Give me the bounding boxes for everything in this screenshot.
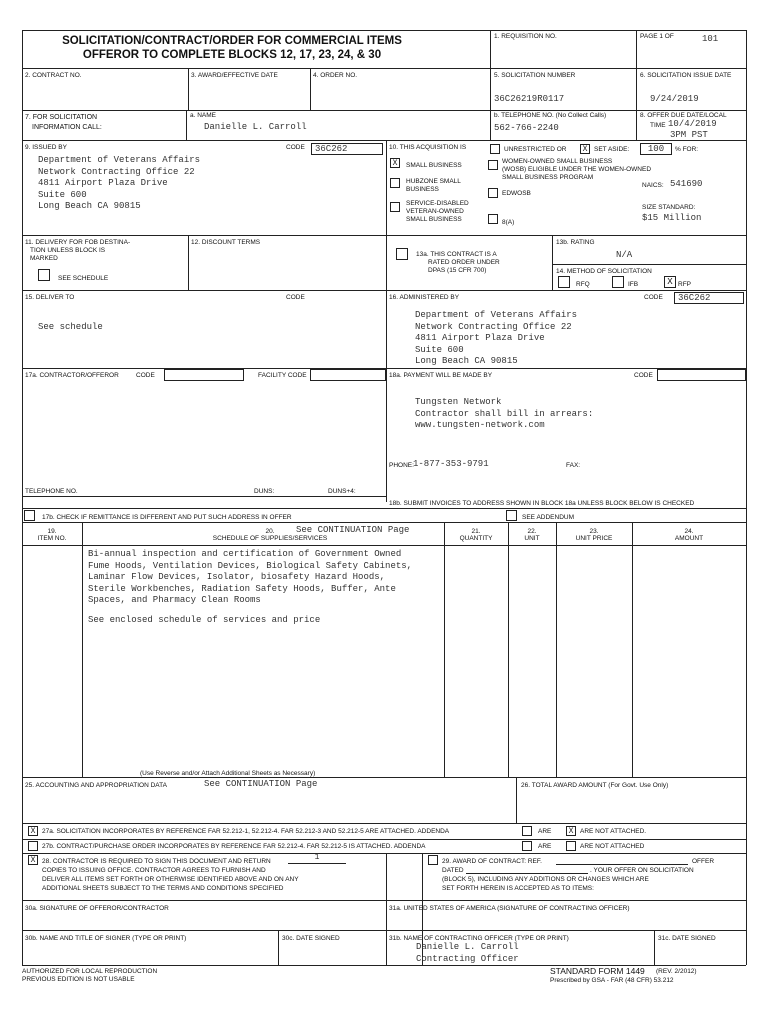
8a-label: 8(A)	[502, 219, 515, 226]
b28-line4: ADDITIONAL SHEETS SUBJECT TO THE TERMS AND CONDITIONS SPECIFIED	[42, 885, 284, 892]
b3-label: 3. AWARD/EFFECTIVE DATE	[191, 72, 278, 79]
b16-label: 16. ADMINISTERED BY	[389, 294, 460, 301]
b17a-code-label: CODE	[136, 372, 155, 379]
b16-code-label: CODE	[644, 294, 663, 301]
rfq-label: RFQ	[576, 281, 590, 288]
wosb-checkbox[interactable]	[488, 160, 498, 170]
b6-label: 6. SOLICITATION ISSUE DATE	[640, 72, 732, 79]
b31c-label: 31c. DATE SIGNED	[658, 935, 716, 942]
b27a-checkbox[interactable]: X	[28, 826, 38, 836]
edwosb-label: EDWOSB	[502, 190, 531, 197]
schedule-description: Bi-annual inspection and certification of Government Owned Fume Hoods, Ventilation Devices, Biological Safety Cabinets, Laminar Flow Devices, Isolator, biosafety Hazard Hoods, Sterile Workbenches, Radiation Safety Hoods, Buffer, Ante Spaces, and Pharmacy Clean Rooms	[88, 549, 413, 605]
hubzone-line2: BUSINESS	[406, 186, 439, 193]
ifb-checkbox[interactable]	[612, 276, 624, 288]
facility-code-label: FACILITY CODE	[258, 372, 307, 379]
see-addendum-label: SEE ADDENDUM	[522, 514, 575, 521]
rfp-checkbox[interactable]: X	[664, 276, 676, 288]
b28-line2: COPIES TO ISSUING OFFICE. CONTRACTOR AGREES TO FURNISH AND	[42, 867, 266, 874]
c23-label: UNIT PRICE	[575, 535, 613, 542]
b8-date: 10/4/2019	[668, 119, 717, 129]
b26-label: 26. TOTAL AWARD AMOUNT (For Govt. Use Only)	[521, 782, 669, 789]
b29-offer: OFFER	[692, 858, 715, 865]
b15-label: 15. DELIVER TO	[25, 294, 75, 301]
c22-num: 22.	[527, 528, 537, 535]
size-standard-value: $15 Million	[642, 213, 702, 223]
b7-label-2: INFORMATION CALL:	[32, 124, 102, 131]
b13a-line1: 13a. THIS CONTRACT IS A	[416, 251, 497, 258]
wosb-line2: (WOSB) ELIGIBLE UNDER THE WOMEN-OWNED	[502, 166, 652, 173]
unrestricted-checkbox[interactable]	[490, 144, 500, 154]
sdvosb-line1: SERVICE-DISABLED	[406, 200, 469, 207]
b16-address: Department of Veterans Affairs Network Contracting Office 22 4811 Airport Plaza Drive Suite 600 Long Beach CA 90815	[415, 310, 578, 366]
b28-copies: 1	[288, 853, 346, 864]
b12-label: 12. DISCOUNT TERMS	[191, 239, 261, 246]
sdvosb-line2: VETERAN-OWNED	[406, 208, 464, 215]
ifb-label: IFB	[628, 281, 639, 288]
b13a-line3: DPAS (15 CFR 700)	[428, 267, 487, 274]
b31b-label: 31b. NAME OF CONTRACTING OFFICER (TYPE OR PRINT)	[389, 935, 569, 942]
footer-prescribed: Prescribed by GSA - FAR (48 CFR) 53.212	[550, 977, 674, 984]
b27a-are-checkbox[interactable]	[522, 826, 532, 836]
b8-time: 3PM PST	[670, 130, 708, 140]
unrestricted-label: UNRESTRICTED OR	[504, 146, 567, 153]
b15-value: See schedule	[38, 322, 103, 332]
b29-line3: (BLOCK 5), INCLUDING ANY ADDITIONS OR CHANGES WHICH ARE	[442, 876, 649, 883]
b27b-are-label: ARE	[538, 843, 552, 850]
b28-line3: DELIVER ALL ITEMS SET FORTH OR OTHERWISE IDENTIFIED ABOVE AND ON ANY	[42, 876, 299, 883]
phone-label: PHONE:	[389, 462, 414, 469]
b9-code-label: CODE	[286, 144, 305, 151]
see-schedule-label: SEE SCHEDULE	[58, 275, 109, 282]
hubzone-checkbox[interactable]	[390, 178, 400, 188]
edwosb-checkbox[interactable]	[488, 188, 498, 198]
b4-label: 4. ORDER NO.	[313, 72, 358, 79]
c22-label: UNIT	[524, 535, 540, 542]
b9-code: 36C262	[311, 143, 383, 155]
b18a-address: Tungsten Network Contractor shall bill in arrears: www.tungsten-network.com	[415, 397, 594, 430]
schedule-description-2: See enclosed schedule of services and price	[88, 615, 321, 625]
c20-overlay: See CONTINUATION Page	[296, 525, 410, 535]
footer-revision: (REV. 2/2012)	[656, 968, 697, 975]
b30b-label: 30b. NAME AND TITLE OF SIGNER (TYPE OR PRINT)	[25, 935, 187, 942]
rfp-label: RFP	[678, 281, 691, 288]
c23-num: 23.	[589, 528, 599, 535]
rated-order-checkbox[interactable]	[396, 248, 408, 260]
form-title-line1: SOLICITATION/CONTRACT/ORDER FOR COMMERCIAL ITEMS	[62, 35, 402, 47]
b16-code: 36C262	[674, 292, 744, 304]
b28-checkbox[interactable]: X	[28, 855, 38, 865]
facility-code-field[interactable]	[310, 369, 386, 381]
b17a-label: 17a. CONTRACTOR/OFFEROR	[25, 372, 119, 379]
sdvosb-checkbox[interactable]	[390, 202, 400, 212]
b2-label: 2. CONTRACT NO.	[25, 72, 82, 79]
b29-dated-line	[466, 873, 588, 874]
small-business-checkbox[interactable]: X	[390, 158, 400, 168]
b28-line1: 28. CONTRACTOR IS REQUIRED TO SIGN THIS DOCUMENT AND RETURN	[42, 858, 271, 865]
b18b-label: 18b. SUBMIT INVOICES TO ADDRESS SHOWN IN BLOCK 18a UNLESS BLOCK BELOW IS CHECKED	[389, 500, 695, 507]
b31a-label: 31a. UNITED STATES OF AMERICA (SIGNATURE OF CONTRACTING OFFICER)	[389, 905, 630, 912]
percent-for-label: % FOR:	[675, 146, 699, 153]
b7a-label: a. NAME	[190, 112, 217, 119]
b29-line2b: . YOUR OFFER ON SOLICITATION	[590, 867, 694, 874]
form-title-line2: OFFEROR TO COMPLETE BLOCKS 12, 17, 23, 24, & 30	[82, 49, 382, 61]
b15-code-label: CODE	[286, 294, 305, 301]
b13b-rating: N/A	[616, 250, 633, 260]
b9-address: Department of Veterans Affairs Network Contracting Office 22 4811 Airport Plaza Drive Suite 600 Long Beach CA 90815	[38, 155, 201, 211]
b29-line4: SET FORTH HEREIN IS ACCEPTED AS TO ITEMS:	[442, 885, 594, 892]
b11-line2: TION UNLESS BLOCK IS	[30, 247, 106, 254]
solicitation-number: 36C26219R0117	[494, 94, 565, 104]
hubzone-line1: HUBZONE SMALL	[406, 178, 461, 185]
b27b-label: 27b. CONTRACT/PURCHASE ORDER INCORPORATES BY REFERENCE FAR 52.212-4. FAR 52.212-5 IS ATTACHED. ADDENDA	[42, 843, 426, 850]
rfq-checkbox[interactable]	[558, 276, 570, 288]
c19-num: 19.	[47, 528, 57, 535]
b27b-checkbox[interactable]	[28, 841, 38, 851]
b25-value: See CONTINUATION Page	[204, 779, 318, 789]
b13b-label: 13b. RATING	[556, 239, 595, 246]
wosb-line1: WOMEN-OWNED SMALL BUSINESS	[502, 158, 613, 165]
b17b-label: 17b. CHECK IF REMITTANCE IS DIFFERENT AND PUT SUCH ADDRESS IN OFFER	[42, 514, 292, 521]
b11-line3: MARKED	[30, 255, 58, 262]
remittance-checkbox[interactable]	[24, 510, 35, 521]
duns4-label: DUNS+4:	[328, 488, 356, 495]
b25-label: 25. ACCOUNTING AND APPROPRIATION DATA	[25, 782, 167, 789]
telephone-label: TELEPHONE NO.	[25, 488, 78, 495]
set-aside-label: SET ASIDE:	[594, 146, 630, 153]
c20-label: SCHEDULE OF SUPPLIES/SERVICES	[212, 535, 328, 542]
footer-reproduction: AUTHORIZED FOR LOCAL REPRODUCTION	[22, 968, 158, 975]
b13a-line2: RATED ORDER UNDER	[428, 259, 500, 266]
b18a-label: 18a. PAYMENT WILL BE MADE BY	[389, 372, 493, 379]
see-addendum-checkbox[interactable]	[506, 510, 517, 521]
b29-line2: DATED	[442, 867, 464, 874]
b14-label: 14. METHOD OF SOLICITATION	[556, 268, 652, 275]
b18a-code-label: CODE	[634, 372, 653, 379]
b27a-label: 27a. SOLICITATION INCORPORATES BY REFERENCE FAR 52.212-1, 52.212-4. FAR 52.212-3 AND 52.212-5 ARE ATTACHED. ADDENDA	[42, 828, 450, 835]
sdvosb-line3: SMALL BUSINESS	[406, 216, 462, 223]
b27b-are-not-checkbox[interactable]	[566, 841, 576, 851]
footer-form-name: STANDARD FORM 1449	[550, 966, 645, 976]
b8-label: 8. OFFER DUE DATE/LOCAL	[640, 112, 727, 119]
b18a-code-field[interactable]	[657, 369, 746, 381]
size-standard-label: SIZE STANDARD:	[642, 204, 696, 211]
page-label: PAGE 1 OF	[640, 33, 674, 40]
page-count: 101	[702, 34, 719, 44]
schedule-footnote: (Use Reverse and/or Attach Additional Sheets as Necessary)	[140, 770, 316, 777]
b27b-are-checkbox[interactable]	[522, 841, 532, 851]
footer-previous-edition: PREVIOUS EDITION IS NOT USABLE	[22, 976, 135, 983]
wosb-line3: SMALL BUSINESS PROGRAM	[502, 174, 594, 181]
b1-label: 1. REQUISITION NO.	[494, 33, 557, 40]
issue-date: 9/24/2019	[650, 94, 699, 104]
b17a-code-field[interactable]	[164, 369, 244, 381]
c21-label: QUANTITY	[459, 535, 493, 542]
small-business-label: SMALL BUSINESS	[406, 162, 462, 169]
b7-label: 7. FOR SOLICITATION	[25, 114, 98, 121]
naics-value: 541690	[670, 179, 703, 189]
fax-label: FAX:	[566, 462, 581, 469]
duns-label: DUNS:	[254, 488, 275, 495]
phone-value: 1-877-353-9791	[413, 459, 489, 469]
b30c-label: 30c. DATE SIGNED	[282, 935, 340, 942]
set-aside-checkbox[interactable]: X	[580, 144, 590, 154]
b29-line1: 29. AWARD OF CONTRACT: REF.	[442, 858, 542, 865]
b27a-are-label: ARE	[538, 828, 552, 835]
b31b-value: Danielle L. Carroll Contracting Officer	[416, 942, 519, 964]
set-aside-percent: 100	[640, 143, 672, 155]
c21-num: 21.	[471, 528, 481, 535]
b7b-label: b. TELEPHONE NO. (No Collect Calls)	[494, 112, 607, 119]
b27a-are-not-checkbox[interactable]: X	[566, 826, 576, 836]
naics-label: NAICS:	[642, 182, 664, 189]
c19-label: ITEM NO.	[37, 535, 67, 542]
c20-num: 20.	[265, 528, 275, 535]
b27a-are-not-label: ARE NOT ATTACHED.	[580, 828, 647, 835]
b7a-name: Danielle L. Carroll	[204, 122, 307, 132]
b30a-label: 30a. SIGNATURE OF OFFEROR/CONTRACTOR	[25, 905, 169, 912]
b11-line1: 11. DELIVERY FOR FOB DESTINA-	[25, 239, 131, 246]
b10-label: 10. THIS ACQUISITION IS	[389, 144, 467, 151]
b5-label: 5. SOLICITATION NUMBER	[494, 72, 576, 79]
b29-checkbox[interactable]	[428, 855, 438, 865]
c24-label: AMOUNT	[674, 535, 704, 542]
8a-checkbox[interactable]	[488, 214, 498, 224]
b9-label: 9. ISSUED BY	[25, 144, 67, 151]
c24-num: 24.	[684, 528, 694, 535]
b7b-phone: 562-766-2240	[494, 123, 559, 133]
b29-ref-line	[556, 864, 688, 865]
b27b-are-not-label: ARE NOT ATTACHED	[580, 843, 645, 850]
see-schedule-checkbox[interactable]	[38, 269, 50, 281]
b8-time-label: TIME	[650, 122, 666, 129]
